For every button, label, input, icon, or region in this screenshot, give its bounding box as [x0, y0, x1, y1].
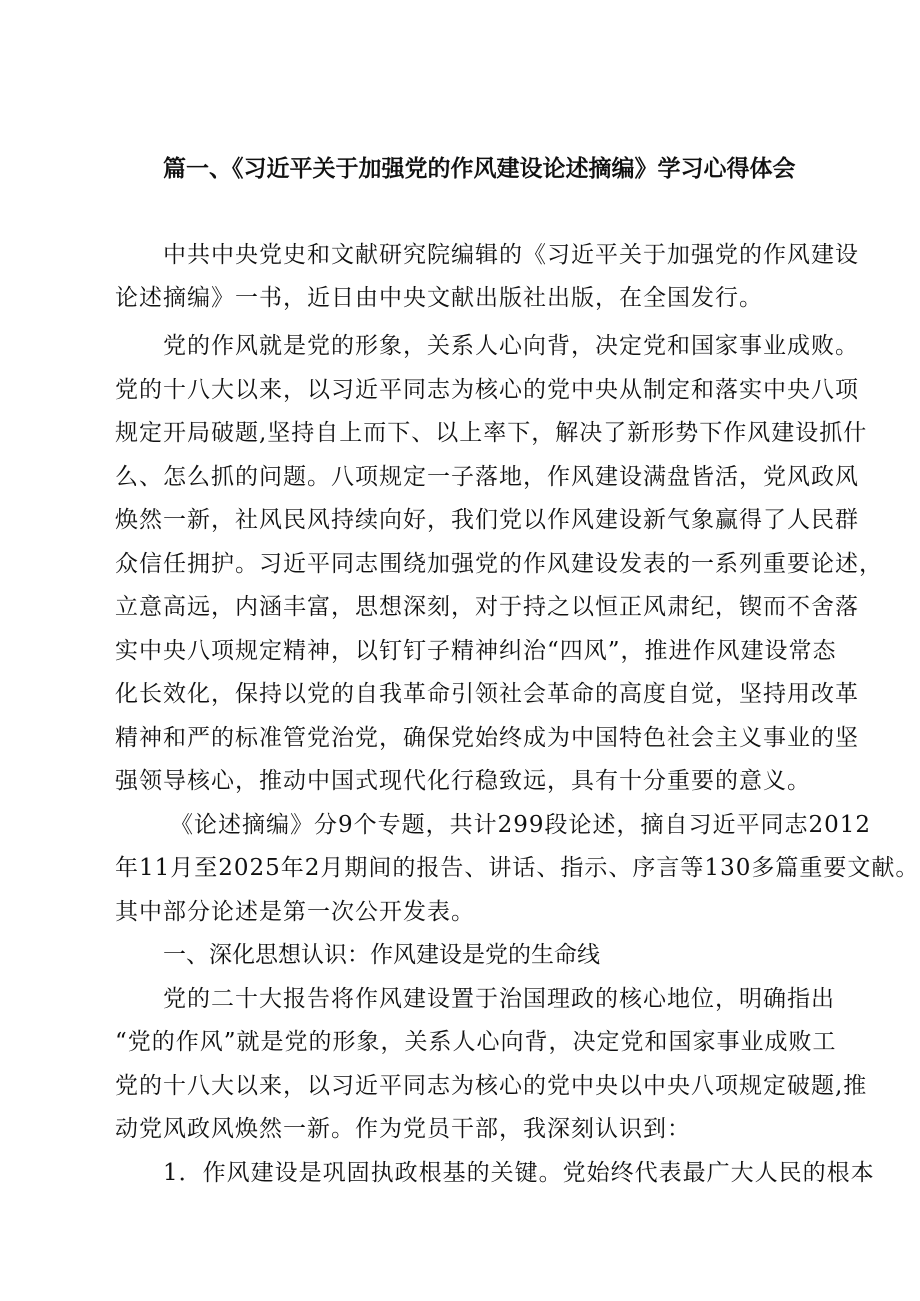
paragraph-line: 党的二十大报告将作风建设置于治国理政的核心地位，明确指出	[163, 986, 835, 1012]
paragraph-line: 党的作风就是党的形象，关系人心向背，决定党和国家事业成败。	[163, 333, 859, 359]
paragraph-line: 化长效化，保持以党的自我革命引领社会革命的高度自觉，坚持用改革	[115, 681, 859, 707]
paragraph-line: 么、怎么抓的问题。八项规定一子落地，作风建设满盘皆活，党风政风	[115, 464, 859, 490]
paragraph-line: 强领导核心，推动中国式现代化行稳致远，具有十分重要的意义。	[115, 768, 811, 794]
paragraph-line: 众信任拥护。习近平同志围绕加强党的作风建设发表的一系列重要论述，	[115, 551, 883, 577]
paragraph-line: 1．作风建设是巩固执政根基的关键。党始终代表最广大人民的根本	[163, 1160, 875, 1186]
paragraph-line: 其中部分论述是第一次公开发表。	[115, 899, 475, 925]
paragraph-line: 精神和严的标准管党治党，确保党始终成为中国特色社会主义事业的坚	[115, 725, 859, 751]
paragraph-line: 论述摘编》一书，近日由中央文献出版社出版，在全国发行。	[115, 285, 763, 311]
section-heading: 一、深化思想认识：作风建设是党的生命线	[163, 942, 600, 968]
paragraph-line: 动党风政风焕然一新。作为党员干部，我深刻认识到：	[115, 1116, 691, 1142]
paragraph-line: 规定开局破题,坚持自上而下、以上率下，解决了新形势下作风建设抓什	[115, 420, 868, 446]
paragraph-line: 实中央八项规定精神，以钉钉子精神纠治“四风”，推进作风建设常态	[115, 638, 837, 664]
paragraph-line: “党的作风”就是党的形象，关系人心向背，决定党和国家事业成败工	[115, 1029, 837, 1055]
paragraph-line: 党的十八大以来，以习近平同志为核心的党中央从制定和落实中央八项	[115, 377, 859, 403]
paragraph-line: 《论述摘编》分9个专题，共计299段论述，摘自习近平同志2012	[170, 812, 872, 838]
paragraph-line: 焕然一新，社风民风持续向好，我们党以作风建设新气象赢得了人民群	[115, 507, 859, 533]
paragraph-line: 立意高远，内涵丰富，思想深刻，对于持之以恒正风肃纪，锲而不舍落	[115, 594, 859, 620]
paragraph-line: 党的十八大以来，以习近平同志为核心的党中央以中央八项规定破题,推	[115, 1073, 868, 1099]
document-title: 篇一、《习近平关于加强党的作风建设论述摘编》学习心得体会	[163, 156, 796, 182]
paragraph-line: 中共中央党史和文献研究院编辑的《习近平关于加强党的作风建设	[163, 242, 859, 268]
paragraph-line: 年11月至2025年2月期间的报告、讲话、指示、序言等130多篇重要文献。	[115, 855, 920, 881]
